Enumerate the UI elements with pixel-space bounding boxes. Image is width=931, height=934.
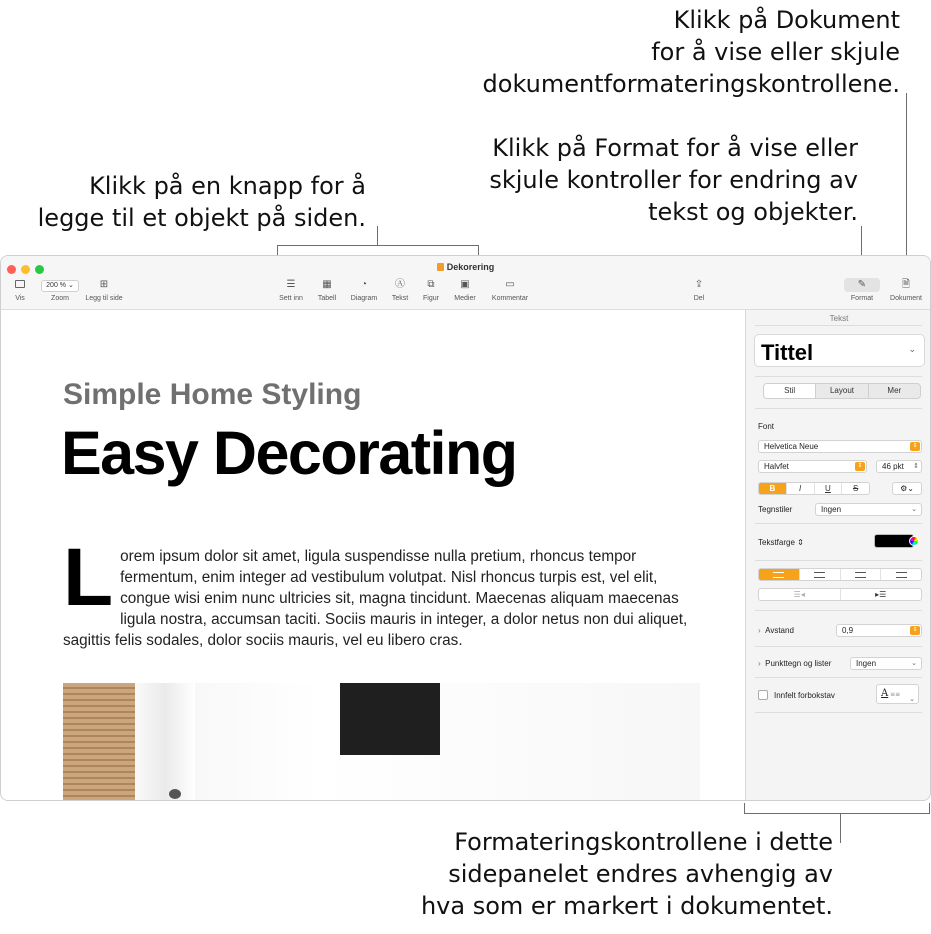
text-color-label: Tekstfarge ⇕ [758,538,804,547]
color-wheel-icon[interactable] [909,536,919,546]
document-body[interactable] [63,532,707,651]
bold-button[interactable]: B [759,483,786,494]
chart-button[interactable]: ◔ Diagram [347,278,381,302]
comment-button[interactable]: ▭ Kommentar [487,278,533,302]
table-icon: ▦ [322,279,332,290]
chevron-down-icon: ⌄ [911,660,917,667]
photo-painting [340,683,440,755]
media-button[interactable]: ▣ Medier [450,278,480,302]
document-icon [437,263,444,271]
leader-sidebar-bracket-left [744,803,745,814]
drop-cap-letter: L [63,532,114,623]
align-left-button[interactable] [759,569,799,580]
leader-insert-stem [377,226,378,245]
tab-more[interactable]: Mer [868,384,920,398]
font-label: Font [758,422,775,431]
text-box-button[interactable]: Ⓐ Tekst [388,278,412,302]
chart-icon: ◔ [360,279,368,290]
media-icon: ▣ [460,279,470,290]
toolbar [1,256,930,310]
justify-icon [896,572,907,578]
format-tabs [763,383,921,399]
strikethrough-button[interactable]: S [841,483,869,494]
updown-arrows-icon: ⇕ [910,442,920,451]
document-icon: 🗎 [901,279,911,290]
updown-arrows-icon: ⇕ [910,626,920,635]
gear-icon: ⚙⌄ [900,484,914,493]
decrease-indent-icon: ☰◂ [793,590,805,599]
align-center-button[interactable] [799,569,840,580]
italic-button[interactable]: I [786,483,814,494]
sidebar-divider [755,376,922,377]
format-sidebar [745,310,931,801]
callout-insert: Klikk på en knapp for å legge til et objekt på siden. [37,172,366,232]
sidebar-divider [755,523,922,524]
document-canvas[interactable] [1,310,745,801]
callout-format: Klikk på Format for å vise eller skjule kontroller for endring av tekst og objekter. [489,134,858,226]
document-subtitle[interactable]: Simple Home Styling [63,378,362,411]
sidebar-header: Tekst [829,314,849,323]
tab-style[interactable]: Stil [764,384,815,398]
body-paragraph: orem ipsum dolor sit amet, ligula suspendisse nulla pretium, rhoncus tempor fermentum, enim integer ad vestibulum volutpat. Nisl rhoncus turpis est, vel elit, congue wisi enim nunc ultricies sit, magna tincidunt. Maecenas aliquam maecenas ligula nostra, accumsan taciti. Sociis mauris in integer, a dolor netus non dui aliquet, sagittis felis sodales, dolor sociis mauris, vel eu libero cras. [63,548,688,649]
font-size-stepper[interactable]: 46 pkt ⇕ [876,460,922,473]
insert-list-icon: ☰ [286,279,296,290]
decrease-indent-button[interactable] [759,589,840,600]
sidebar-divider [755,408,922,409]
leader-insert-bracket-right [478,245,479,255]
leader-sidebar-bracket [744,813,930,814]
leader-document-line [906,93,907,276]
justify-button[interactable] [880,569,921,580]
callout-sidebar: Formateringskontrollene i dette sidepanelet endres avhengig av hva som er markert i dokumentet. [420,828,833,920]
add-page-button[interactable]: ⊞ Legg til side [81,278,127,302]
updown-arrows-icon: ⇕ [855,462,865,471]
updown-arrows-icon: ⇕ [797,538,804,547]
align-center-icon [814,572,825,578]
insert-button[interactable]: ☰ Sett inn [275,278,307,302]
text-color-well[interactable] [874,534,914,548]
sidebar-divider [755,677,922,678]
alignment-buttons [758,568,922,581]
tab-layout[interactable]: Layout [815,384,867,398]
table-button[interactable]: ▦ Tabell [313,278,341,302]
spacing-select[interactable]: 0,9 ⇕ [836,624,922,637]
view-button[interactable]: Vis [9,278,31,302]
disclosure-chevron-icon: › [758,659,761,668]
font-family-select[interactable]: Helvetica Neue ⇕ [758,440,922,453]
spacing-label: › Avstand [758,626,794,635]
paintbrush-icon: ✎ [844,278,880,292]
chevron-down-icon: ⌄ [911,506,917,513]
sidebar-divider [755,712,922,713]
pages-window [0,255,931,801]
drop-cap-checkbox[interactable] [758,690,768,700]
bullets-select[interactable]: Ingen ⌄ [850,657,922,670]
add-page-icon: ⊞ [99,279,109,290]
comment-icon: ▭ [505,279,515,290]
align-right-icon [855,572,866,578]
sidebar-divider [755,610,922,611]
advanced-options-button[interactable] [892,482,922,495]
indent-buttons [758,588,922,601]
drop-cap-style-select[interactable]: A ≡≡ ⌄ [876,684,919,704]
character-styles-select[interactable]: Ingen ⌄ [815,503,922,516]
drop-cap-lines-icon: ≡≡ [888,691,901,698]
photo-shutter [63,683,135,801]
zoom-control[interactable]: 200 % ⌄ Zoom [39,278,81,302]
leader-sidebar-bracket-right [929,803,930,814]
font-style-buttons [758,482,870,495]
format-button[interactable]: ✎ Format [843,278,881,302]
increase-indent-button[interactable] [840,589,922,600]
chevron-down-icon: ⌄ [67,282,74,289]
sidebar-divider [755,646,922,647]
drop-cap-label: Innfelt forbokstav [774,691,835,700]
share-button[interactable]: ⇪ Del [689,278,709,302]
leader-insert-bracket-left [277,245,278,255]
document-headline[interactable]: Easy Decorating [61,419,517,487]
character-styles-label: Tegnstiler [758,505,793,514]
sidebar-divider [755,325,922,326]
align-left-icon [773,572,784,578]
underline-button[interactable]: U [814,483,842,494]
photo-curtain [135,683,195,801]
zoom-select[interactable]: 200 % ⌄ [41,280,79,292]
chevron-down-icon: ⌄ [908,344,916,354]
paragraph-style-select[interactable]: Tittel ⌄ [754,334,925,367]
shape-button[interactable]: ⧉ Figur [419,278,443,302]
typeface-select[interactable]: Halvfet ⇕ [758,460,867,473]
window-title: Dekorering [1,262,930,272]
photo-plant [169,789,181,799]
disclosure-chevron-icon: › [758,626,761,635]
bullets-label: › Punkttegn og lister [758,659,832,668]
leader-insert-bracket [277,245,479,246]
leader-sidebar-stem [840,813,841,843]
share-icon: ⇪ [694,279,704,290]
chevron-down-icon: ⌄ [909,695,915,703]
shape-icon: ⧉ [427,279,435,290]
document-button[interactable]: 🗎 Dokument [885,278,927,302]
sidebar-view-icon [9,278,31,292]
callout-document: Klikk på Dokument for å vise eller skjule dokumentformateringskontrollene. [482,6,900,98]
increase-indent-icon: ▸☰ [875,590,887,599]
align-right-button[interactable] [840,569,881,580]
sidebar-divider [755,560,922,561]
room-photo[interactable] [63,683,700,801]
stepper-arrows-icon: ⇕ [913,463,919,470]
text-box-icon: Ⓐ [395,279,405,290]
